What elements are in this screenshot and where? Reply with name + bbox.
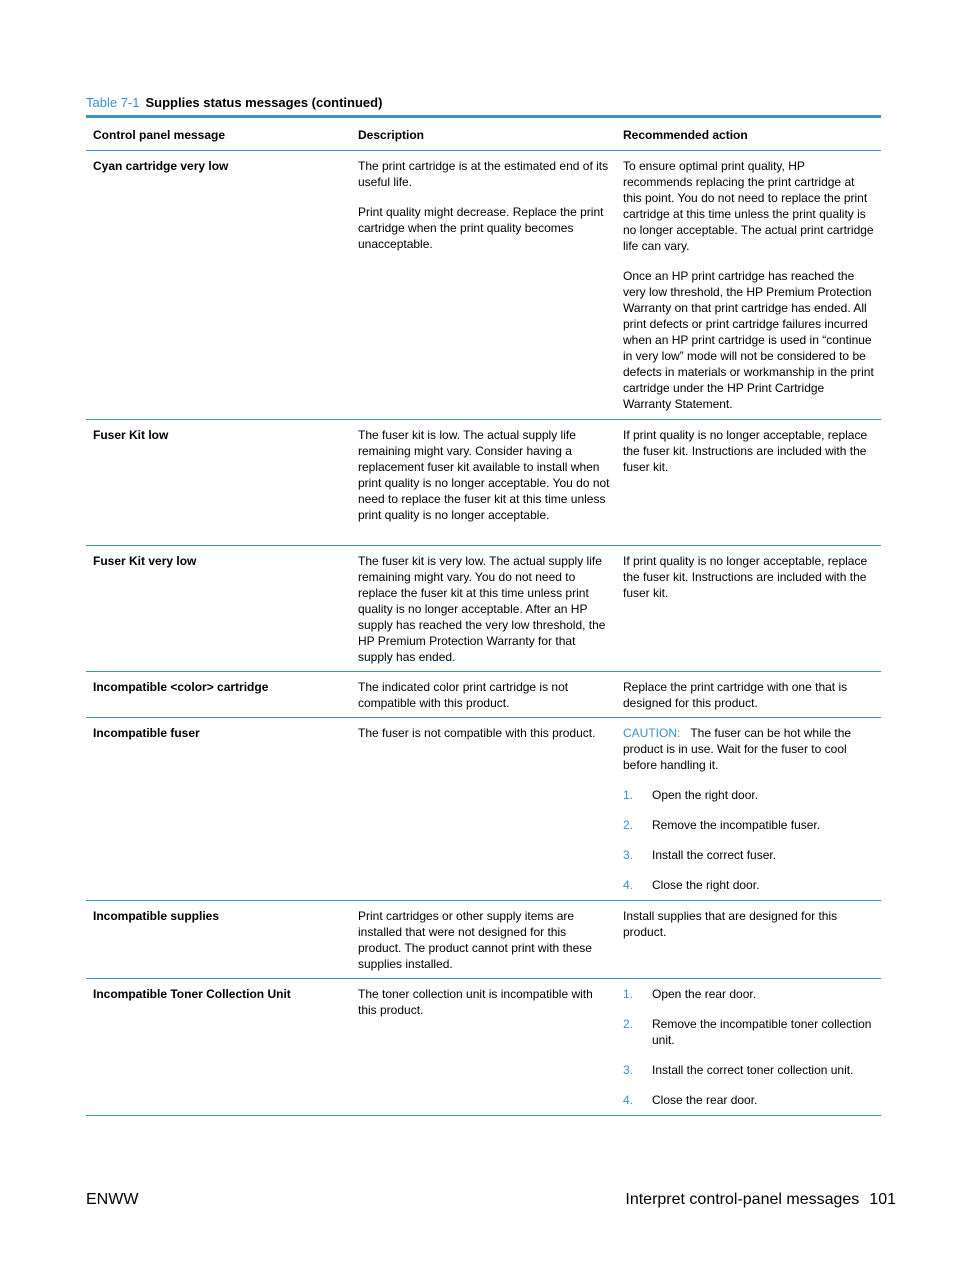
step-text: Remove the incompatible toner collection unit. xyxy=(652,1017,872,1047)
description-text: The print cartridge is at the estimated end of its useful life. xyxy=(358,159,609,189)
step-item xyxy=(623,1062,875,1078)
footer-section xyxy=(625,1191,896,1209)
table-title: Supplies status messages (continued) xyxy=(145,95,383,110)
description-text: Print quality might decrease. Replace the print cartridge when the print quality becomes unacceptable. xyxy=(358,205,604,251)
step-list xyxy=(623,787,875,893)
footer-section-title: Interpret control-panel messages xyxy=(625,1191,860,1208)
step-number: 2. xyxy=(623,818,634,832)
action-text: Install supplies that are designed for this product. xyxy=(623,909,838,939)
action-text: Replace the print cartridge with one that is designed for this product. xyxy=(623,680,848,710)
table-row xyxy=(86,718,881,901)
column-header: Recommended action xyxy=(623,128,748,142)
step-number: 4. xyxy=(623,878,634,892)
control-panel-message: Incompatible fuser xyxy=(93,726,200,740)
description-cell xyxy=(351,420,616,546)
step-text: Open the right door. xyxy=(652,788,759,802)
step-text: Close the right door. xyxy=(652,878,760,892)
action-cell xyxy=(616,718,881,901)
step-number: 4. xyxy=(623,1093,634,1107)
control-panel-message: Fuser Kit very low xyxy=(93,554,197,568)
step-text: Open the rear door. xyxy=(652,987,757,1001)
table-row xyxy=(86,420,881,546)
table-number: Table 7-1 xyxy=(86,95,140,110)
description-text: The indicated color print cartridge is not compatible with this product. xyxy=(358,680,569,710)
action-text: Once an HP print cartridge has reached the very low threshold, the HP Premium Protection Warranty on that print cartridge has ended. All print defects or print cartridge failures incurred when an HP print cartridge is used in “continue in very low” mode will not be considered to be defects in materials or workmanship in the print cartridge under the HP Print Cartridge Warranty Statement. xyxy=(623,269,874,411)
description-cell xyxy=(351,151,616,420)
step-item xyxy=(623,847,875,863)
action-text: If print quality is no longer acceptable, replace the fuser kit. Instructions are included with the fuser kit. xyxy=(623,428,868,474)
step-text: Install the correct toner collection unit. xyxy=(652,1063,854,1077)
supplies-status-table xyxy=(86,115,881,1116)
description-cell xyxy=(351,901,616,979)
action-cell xyxy=(616,672,881,718)
table-row xyxy=(86,151,881,420)
description-text: The toner collection unit is incompatible with this product. xyxy=(358,987,593,1017)
step-list xyxy=(623,986,875,1108)
description-text: The fuser kit is low. The actual supply life remaining might vary. Consider having a replacement fuser kit available to install when print quality is no longer acceptable. You do not need to replace the fuser kit at this time unless print quality is no longer acceptable. xyxy=(358,428,610,522)
description-cell xyxy=(351,672,616,718)
step-number: 2. xyxy=(623,1017,634,1031)
control-panel-message: Incompatible supplies xyxy=(93,909,220,923)
step-text: Remove the incompatible fuser. xyxy=(652,818,821,832)
action-cell xyxy=(616,901,881,979)
step-item xyxy=(623,1016,875,1048)
action-text: If print quality is no longer acceptable, replace the fuser kit. Instructions are included with the fuser kit. xyxy=(623,554,868,600)
description-cell xyxy=(351,979,616,1116)
step-number: 1. xyxy=(623,788,634,802)
description-text: The fuser kit is very low. The actual supply life remaining might vary. You do not need to replace the fuser kit at this time unless print quality is no longer acceptable. After an HP supply has reached the very low threshold, the HP Premium Protection Warranty for that supply has ended. xyxy=(358,554,606,664)
action-cell xyxy=(616,546,881,672)
table-header-row xyxy=(86,117,881,151)
control-panel-message: Incompatible <color> cartridge xyxy=(93,680,269,694)
caution-label: CAUTION: xyxy=(623,726,681,740)
table-caption xyxy=(86,95,382,110)
action-cell xyxy=(616,420,881,546)
step-text: Close the rear door. xyxy=(652,1093,758,1107)
caution-note xyxy=(623,725,875,773)
action-cell xyxy=(616,979,881,1116)
description-text: Print cartridges or other supply items are installed that were not designed for this product. The product cannot print with these supplies installed. xyxy=(358,909,592,971)
column-header: Description xyxy=(358,128,425,142)
table-row xyxy=(86,546,881,672)
step-text: Install the correct fuser. xyxy=(652,848,777,862)
step-item xyxy=(623,787,875,803)
step-item xyxy=(623,986,875,1002)
control-panel-message: Cyan cartridge very low xyxy=(93,159,229,173)
caution-text: The fuser can be hot while the product is in use. Wait for the fuser to cool before handling it. xyxy=(623,726,852,772)
description-cell xyxy=(351,546,616,672)
description-cell xyxy=(351,718,616,901)
step-number: 3. xyxy=(623,848,634,862)
control-panel-message: Fuser Kit low xyxy=(93,428,169,442)
step-number: 1. xyxy=(623,987,634,1001)
action-cell xyxy=(616,151,881,420)
table-row xyxy=(86,979,881,1116)
step-item xyxy=(623,877,875,893)
step-item xyxy=(623,817,875,833)
table-row xyxy=(86,672,881,718)
description-text: The fuser is not compatible with this product. xyxy=(358,726,596,740)
control-panel-message: Incompatible Toner Collection Unit xyxy=(93,987,291,1001)
step-number: 3. xyxy=(623,1063,634,1077)
page-number: 101 xyxy=(869,1191,896,1208)
step-item xyxy=(623,1092,875,1108)
action-text: To ensure optimal print quality, HP recommends replacing the print cartridge at this point. You do not need to replace the print cartridge at this time unless the print quality is no longer acceptable. The actual print cartridge life can vary. xyxy=(623,159,874,253)
table-row xyxy=(86,901,881,979)
footer-doc-code: ENWW xyxy=(86,1191,139,1208)
column-header: Control panel message xyxy=(93,128,226,142)
